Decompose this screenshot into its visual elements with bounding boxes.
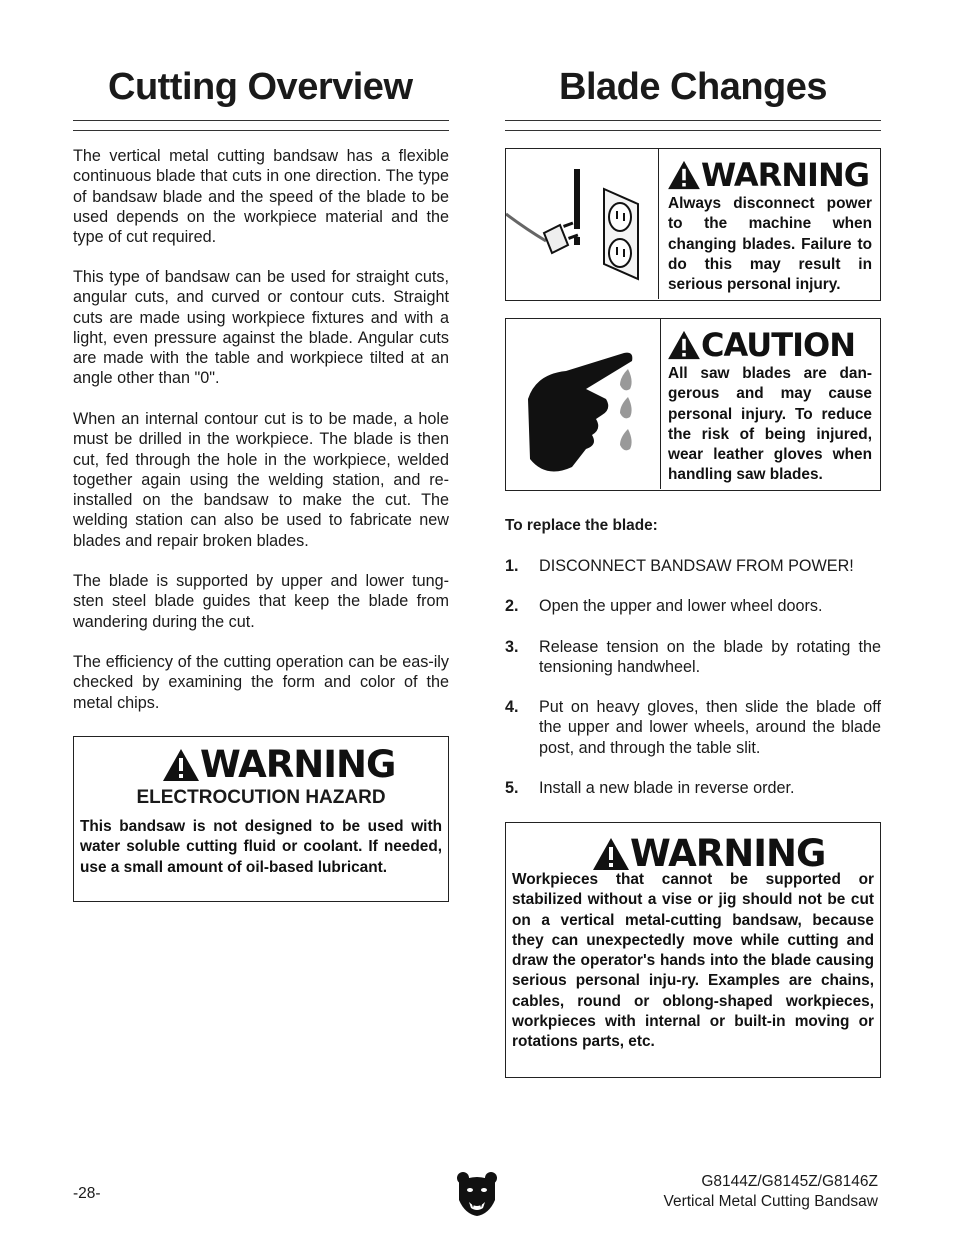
procedure-heading: To replace the blade: [505, 517, 658, 534]
title-rule-bottom [73, 130, 449, 131]
warning-triangle-icon [592, 837, 630, 871]
caution-signal-word: CAUTION [667, 326, 855, 364]
step-item: 1. DISCONNECT BANDSAW FROM POWER! [505, 557, 854, 575]
step-item: 4. Put on heavy gloves, then slide the blade off the upper and lower wheels, around the blade post, and through the table slit. [505, 698, 881, 757]
warning-triangle-icon [667, 160, 701, 190]
paragraph: The vertical metal cutting bandsaw has a flexible continuous blade that cuts in one direction. The type of bandsaw blade and the speed of the blade to be used depends on the workpiece material and the type of cut required. [73, 147, 449, 247]
page-title-blade-changes: Blade Changes [559, 66, 828, 108]
warning-text: Always disconnect power to the machine when changing blades. Failure to do this may result in serious personal injury. [668, 195, 872, 294]
title-rule-top [505, 120, 881, 121]
warning-signal-word: WARNING [592, 832, 825, 875]
page-number: -28- [73, 1185, 101, 1202]
warning-signal-word: WARNING [162, 743, 395, 786]
model-numbers: G8144Z/G8145Z/G8146Z [701, 1173, 878, 1190]
power-plug-outlet-icon [506, 149, 659, 299]
hazard-heading: ELECTROCUTION HAZARD [136, 787, 386, 808]
paragraph: This type of bandsaw can be used for straight cuts, angular cuts, and curved or contour cuts. Straight cuts are made using workpiece fixtures and with a light, even pressure against the blade. Angular cuts are made with the table and workpiece tilted at an angle other than "0". [73, 268, 449, 388]
title-rule-top [73, 120, 449, 121]
bear-logo-icon [455, 1170, 499, 1218]
step-item: 3. Release tension on the blade by rotating the tensioning handwheel. [505, 637, 881, 676]
warning-text: This bandsaw is not designed to be used with water soluble cutting fluid or coolant. If needed, use a small amount of oil-based lubricant. [80, 818, 442, 876]
warning-signal-word: WARNING [667, 156, 869, 194]
saw-blade-caution-box [505, 318, 881, 491]
page-title-cutting-overview: Cutting Overview [108, 66, 413, 108]
warning-triangle-icon [667, 330, 701, 360]
footer-model-info [663, 1172, 878, 1212]
step-item: 5. Install a new blade in reverse order. [505, 779, 795, 798]
product-name: Vertical Metal Cutting Bandsaw [663, 1193, 878, 1210]
paragraph: The efficiency of the cutting operation can be eas-ily checked by examining the form and color of the metal chips. [73, 653, 449, 712]
step-item: 2. Open the upper and lower wheel doors. [505, 597, 823, 616]
hand-blood-icon [506, 319, 661, 489]
warning-triangle-icon [162, 748, 200, 782]
paragraph: When an internal contour cut is to be made, a hole must be drilled in the workpiece. The blade is then cut, fed through the hole in the workpiece, welded together again using the welding station, and re-installed on the bandsaw to make the cut. The welding station can also be used to fabricate new blades and repair broken blades. [73, 410, 449, 550]
title-rule-bottom [505, 130, 881, 131]
paragraph: The blade is supported by upper and lower tung-sten steel blade guides that keep the blade from wandering during the cut. [73, 572, 449, 631]
warning-text: Workpieces that cannot be supported or stabilized without a vise or jig should not be cut on a vertical metal-cutting bandsaw, because they can unexpectedly move while cutting and draw the operator's hands into the blade causing serious personal inju-ry. Examples are chains, cables, round or oblong-shaped workpieces, workpieces with internal or built-in moving or rotations parts, etc. [512, 871, 874, 1051]
caution-text: All saw blades are dan-gerous and may cause personal injury. To reduce the risk of being injured, wear leather gloves when handling saw blades. [668, 365, 872, 484]
procedure-steps [505, 556, 881, 798]
workpiece-warning-box [505, 822, 881, 1078]
disconnect-power-warning-box [505, 148, 881, 301]
electrocution-warning-box [73, 736, 449, 902]
